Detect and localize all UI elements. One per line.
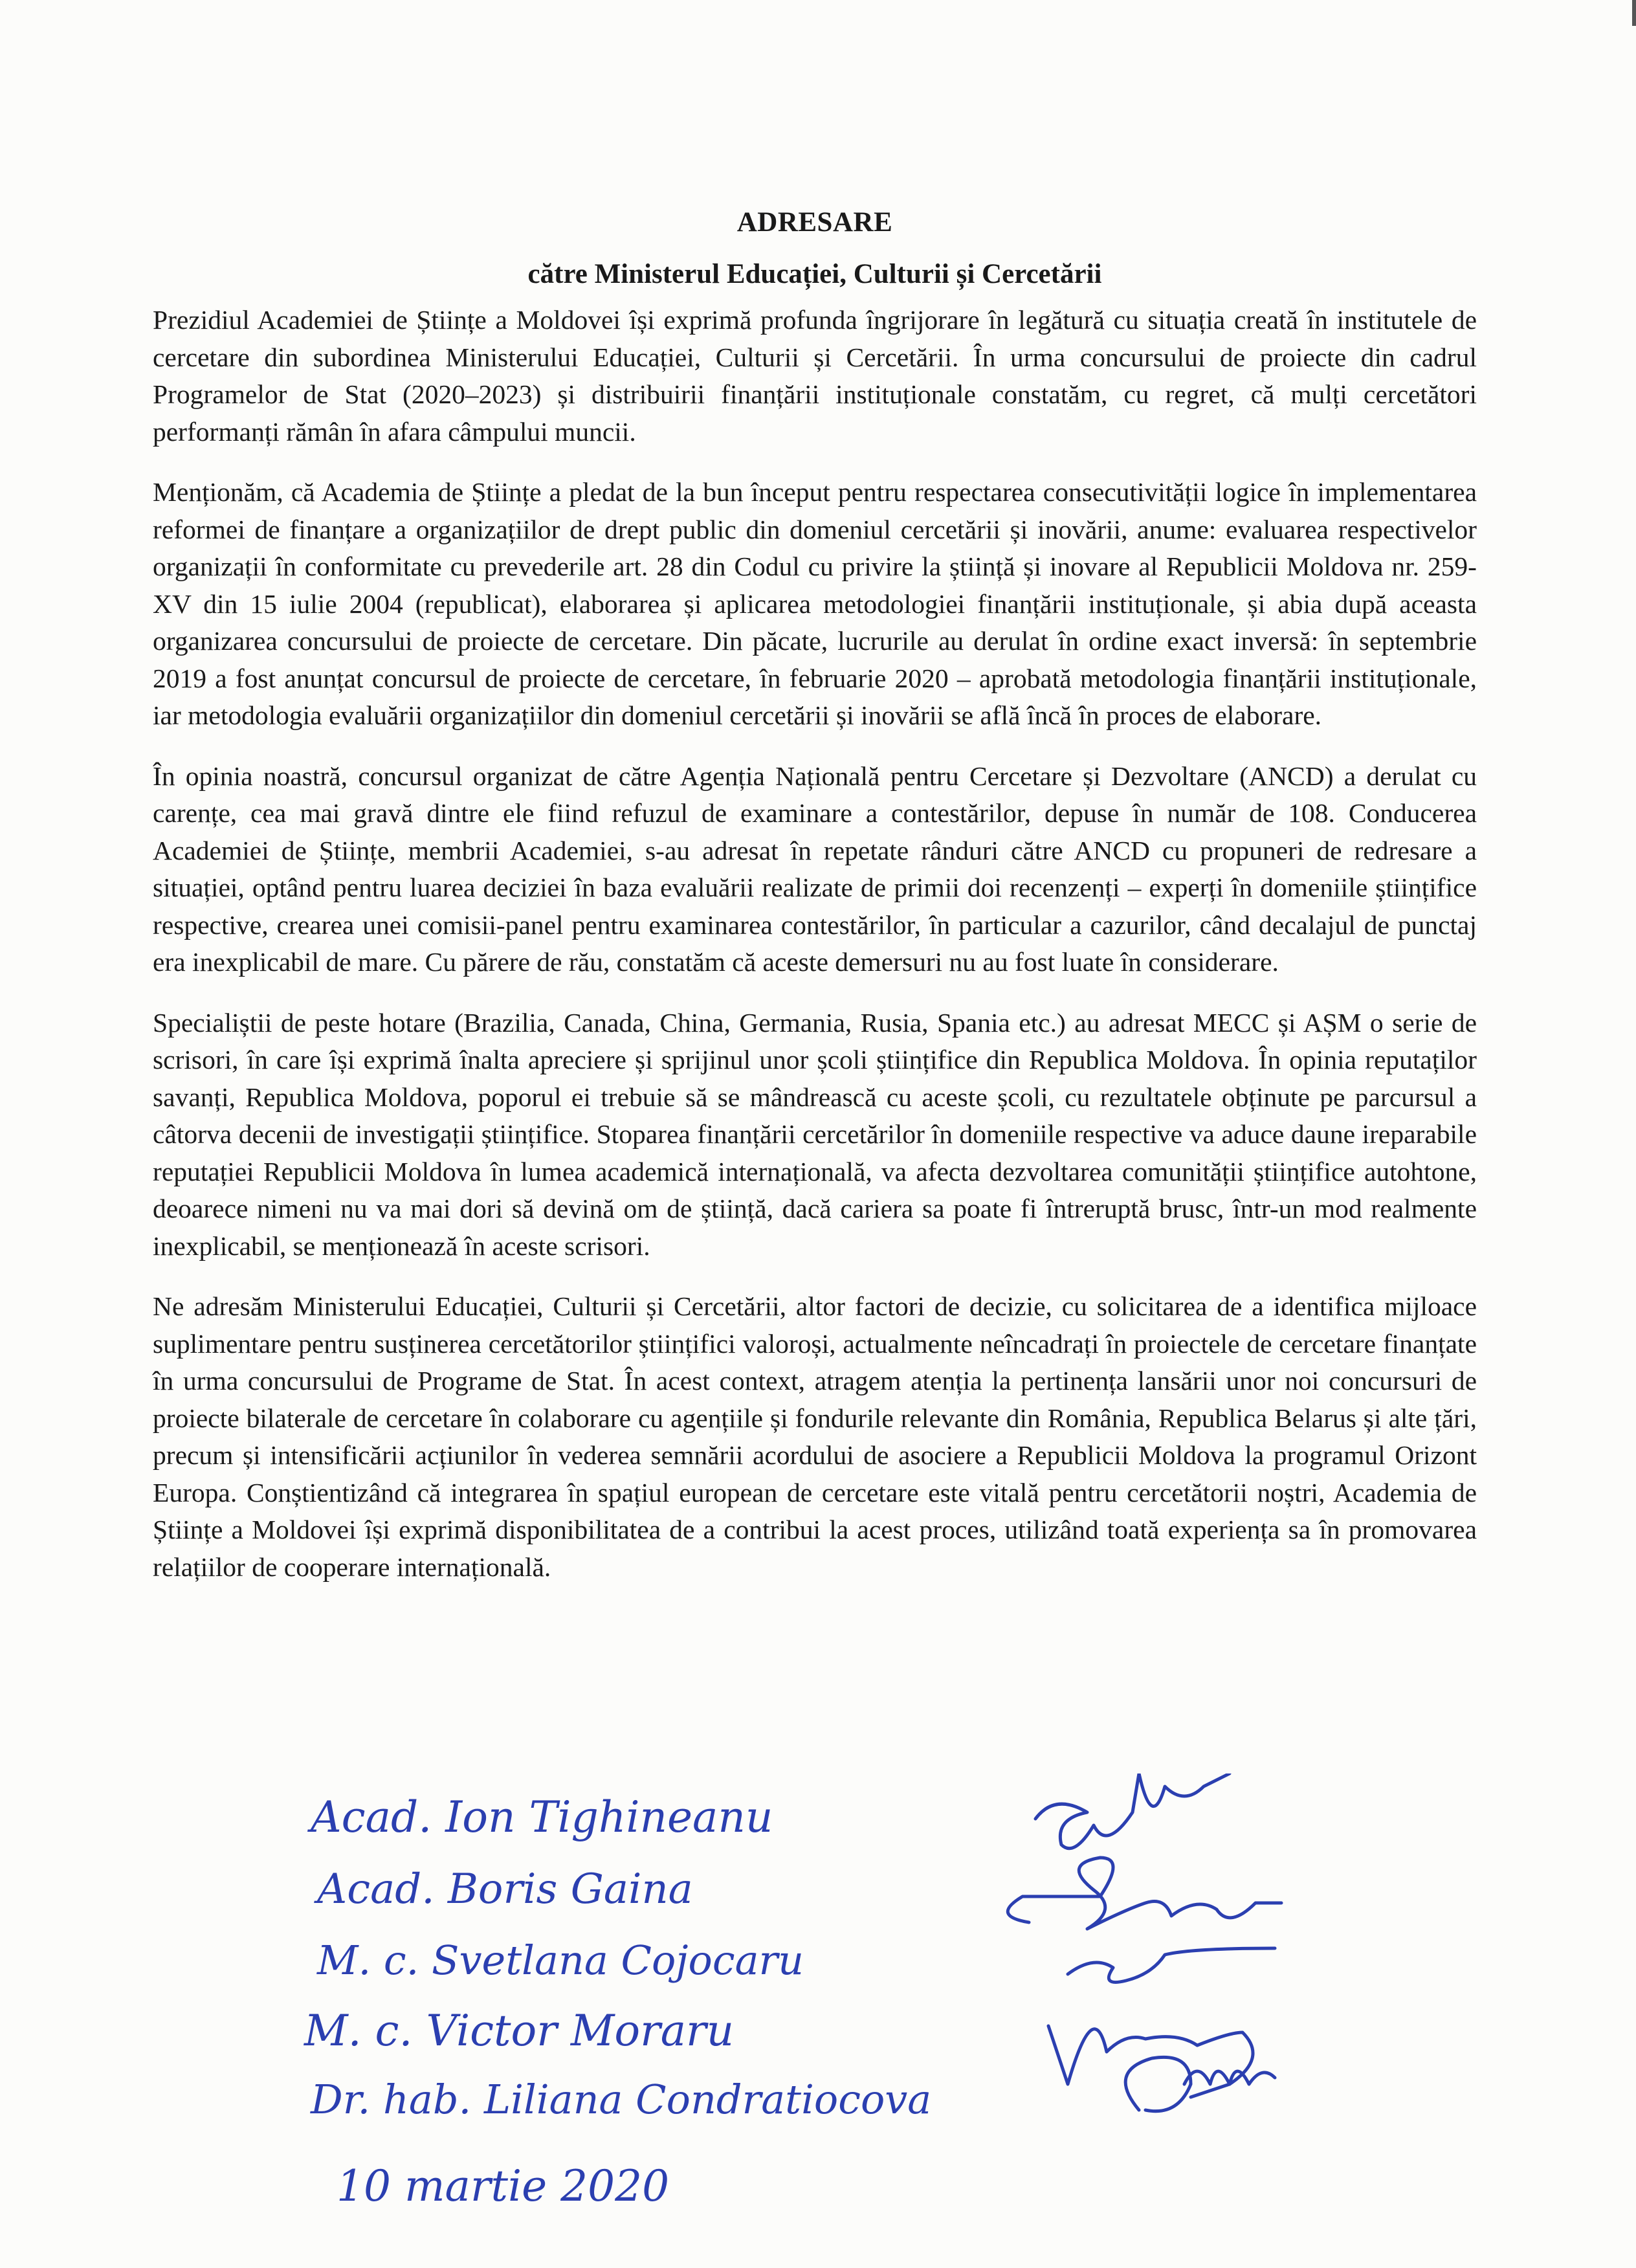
signature-scribble-1 <box>1035 1773 1230 1849</box>
letter-body <box>153 203 1477 1609</box>
signature-block <box>285 1773 1333 2214</box>
signatory-name-1: Acad. Ion Tighineanu <box>311 1792 773 1842</box>
signatures-svg <box>285 1773 1333 2214</box>
document-subtitle: către Ministerul Educației, Culturii și Cercetării <box>527 259 1102 289</box>
scan-edge-mark <box>1632 0 1636 26</box>
paragraph-3: În opinia noastră, concursul organizat de către Agenția Națională pentru Cercetare și Dezvoltare (ANCD) a derulat cu carențe, cea mai gravă dintre ele fiind refuzul de examinare a contestărilor, depuse în număr de 108. Conducerea Academiei de Științe, membrii Academiei, s-au adresat în repetate rânduri către ANCD cu propuneri de redresare a situației, optând pentru luarea deciziei în baza evaluării realizate de primii doi recenzenți – experți în domeniile științifice respective, crearea unei comisii-panel pentru examinarea contestărilor, în particular a cazurilor, când decalajul de punctaj era inexplicabil de mare. Cu părere de rău, constatăm că aceste demersuri nu au fost luate în considerare. <box>153 761 1477 977</box>
signatory-name-5: Dr. hab. Liliana Condratiocova <box>311 2076 932 2123</box>
document-title: ADRESARE <box>736 207 893 238</box>
paragraph-1: Prezidiul Academiei de Științe a Moldovei își exprimă profunda îngrijorare în legătură cu situația creată în institutele de cercetare din subordinea Ministerului Educației, Culturii și Cercetării. În urma concursului de proiecte din cadrul Programelor de Stat (2020–2023) și distribuirii finanțării instituționale constatăm, cu regret, că mulți cercetători performanți rămân în afara câmpului muncii. <box>153 305 1477 447</box>
paragraph-4: Specialiștii de peste hotare (Brazilia, Canada, China, Germania, Rusia, Spania etc.) au adresat MECC și AȘM o serie de scrisori, în care își exprimă înalta apreciere și sprijinul unor școli științifice din Republica Moldova. În opinia reputaților savanți, Republica Moldova, poporul ei trebuie să se mândrească cu aceste școli, cu rezultatele obținute pe parcursul a câtorva decenii de investigații științifice. Stoparea finanțării cercetărilor în domeniile respective va aduce daune ireparabile reputației Republicii Moldova în lumea academică internațională, va afecta dezvoltarea comunității științifice autohtone, deoarece nimeni nu va mai dori să devină om de știință, dacă cariera sa poate fi întreruptă brusc, într-un mod realmente inexplicabil, se menționează în aceste scrisori. <box>153 1007 1477 1261</box>
signature-scribble-5 <box>1125 2057 1275 2111</box>
signature-date: 10 martie 2020 <box>337 2161 670 2211</box>
paragraph-5: Ne adresăm Ministerului Educației, Culturii și Cercetării, altor factori de decizie, cu solicitarea de a identifica mijloace suplimentare pentru susținerea cercetătorilor științifici valoroși, actualmente neîncadrați în proiectele de cercetare finanțate în urma concursului de Programe de Stat. În acest context, atragem atenția la pertinența lansării unor noi concursuri de proiecte bilaterale de cercetare în colaborare cu agențiile și fondurile relevante din România, Republica Belarus și alte țări, precum și intensificării acțiunilor în vederea semnării acordului de asociere a Republicii Moldova la programul Orizont Europa. Conștientizând că integrarea în spațiul european de cercetare este vitală pentru cercetătorii noștri, Academia de Științe a Moldovei își exprimă disponibilitatea de a contribui la acest proces, utilizând toată experiența sa în promovarea relațiilor de cooperare internațională. <box>153 1291 1477 1582</box>
signatory-name-2: Acad. Boris Gaina <box>317 1865 693 1913</box>
paragraph-2: Menționăm, că Academia de Științe a pledat de la bun început pentru respectarea consecutivității logice în implementarea reformei de finanțare a organizațiilor de drept public din domeniul cercetării și inovării, anume: evaluarea respectivelor organizații în conformitate cu prevederile art. 28 din Codul cu privire la știință și inovare al Republicii Moldova nr. 259-XV din 15 iulie 2004 (republicat), elaborarea și aplicarea metodologiei finanțării instituționale, și abia după aceasta organizarea concursului de proiecte de cercetare. Din păcate, lucrurile au derulat în ordine exact inversă: în septembrie 2019 a fost anunțat concursul de proiecte de cercetare, în februarie 2020 – aprobată metodologia finanțării instituționale, iar metodologia evaluării organizațiilor din domeniul cercetării și inovării se află încă în proces de elaborare. <box>153 477 1477 730</box>
signature-scribble-3 <box>1068 1948 1275 1983</box>
signature-scribble-4 <box>1048 2026 1253 2097</box>
signatory-name-4: M. c. Victor Moraru <box>304 2006 735 2056</box>
signature-scribble-2 <box>1008 1858 1281 1929</box>
signatory-name-3: M. c. Svetlana Cojocaru <box>317 1937 804 1984</box>
